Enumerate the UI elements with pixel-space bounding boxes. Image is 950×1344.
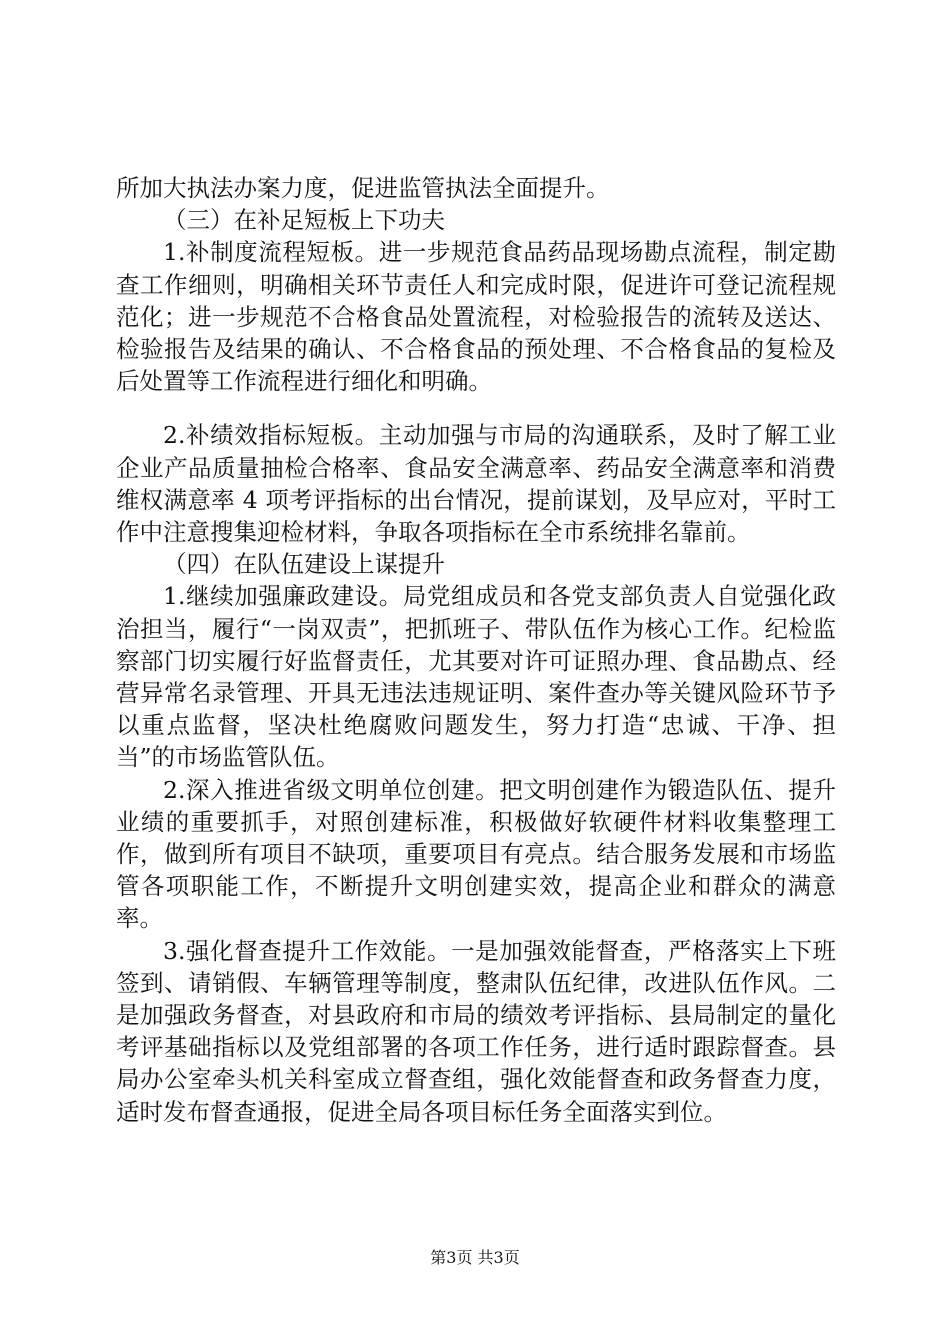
page-footer: 第3页 共3页 [430, 1248, 520, 1267]
section-heading-4: （四）在队伍建设上谋提升 [163, 550, 445, 579]
paragraph-item-3-1: 1.补制度流程短板。进一步规范食品药品现场勘点流程，制定勘查工作细则，明确相关环节责任人和完成时限，促进许可登记流程规范化；进一步规范不合格食品处置流程，对检验报告的流转及送达、检验报告及结果的确认、不合格食品的预处理、不合格食品的复检及后处置等工作流程进行细化和明确。 [116, 238, 836, 396]
paragraph-item-4-3: 3.强化督查提升工作效能。一是加强效能督查，严格落实上下班签到、请销假、车辆管理等制度，整肃队伍纪律，改进队伍作风。二是加强政务督查，对县政府和市局的绩效考评指标、县局制定的量化考评基础指标以及党组部署的各项工作任务，进行适时跟踪督查。县局办公室牵头机关科室成立督查组，强化效能督查和政务督查力度，适时发布督查通报，促进全局各项目标任务全面落实到位。 [116, 936, 836, 1126]
paragraph-item-3-2: 2.补绩效指标短板。主动加强与市局的沟通联系，及时了解工业企业产品质量抽检合格率、食品安全满意率、药品安全满意率和消费维权满意率 4 项考评指标的出台情况，提前谋划，及早应对，平时工作中注意搜集迎检材料，争取各项指标在全市系统排名靠前。 [116, 421, 836, 547]
document-body [116, 172, 836, 1128]
section-heading-3: （三）在补足短板上下功夫 [163, 206, 445, 235]
paragraph-continuation: 所加大执法办案力度，促进监管执法全面提升。 [116, 174, 610, 202]
paragraph-item-4-2: 2.深入推进省级文明单位创建。把文明创建作为锻造队伍、提升业绩的重要抓手，对照创建标准，积极做好软硬件材料收集整理工作，做到所有项目不缺项，重要项目有亮点。结合服务发展和市场监管各项职能工作，不断提升文明创建实效，提高企业和群众的满意率。 [116, 775, 836, 933]
paragraph-item-4-1: 1.继续加强廉政建设。局党组成员和各党支部负责人自觉强化政治担当，履行“一岗双责”，把抓班子、带队伍作为核心工作。纪检监察部门切实履行好监督责任，尤其要对许可证照办理、食品勘点、经营异常名录管理、开具无违法违规证明、案件查办等关键风险环节予以重点监督，坚决杜绝腐败问题发生，努力打造“忠诚、干净、担当”的市场监管队伍。 [116, 582, 836, 772]
